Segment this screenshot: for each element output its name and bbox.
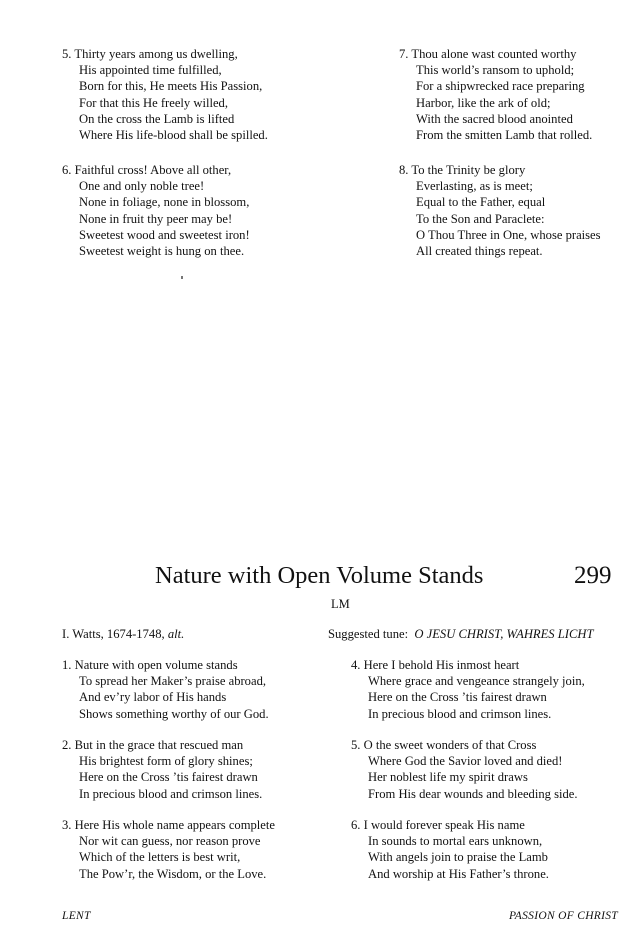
stanza-number: 6.: [351, 818, 361, 832]
stanza-line: From His dear wounds and bleeding side.: [368, 786, 578, 801]
prev-stanza-8: [399, 162, 601, 259]
stanza-line: Where God the Savior loved and died!: [368, 754, 563, 769]
prev-stanza-6: [62, 162, 250, 259]
stanza-line: With angels join to praise the Lamb: [368, 850, 548, 865]
prev-stanza-5: [62, 46, 268, 143]
author-name: I. Watts, 1674-1748,: [62, 627, 165, 641]
stanza-line: O the sweet wonders of that Cross: [363, 738, 537, 752]
stanza-line: Here on the Cross ’tis fairest drawn: [368, 690, 547, 705]
stanza-line: Faithful cross! Above all other,: [74, 163, 232, 177]
stanza-line: Which of the letters is best writ,: [79, 850, 241, 865]
stanza-line: Everlasting, as is meet;: [416, 179, 533, 194]
stanza-line: With the sacred blood anointed: [416, 111, 573, 126]
suggested-tune: [328, 626, 593, 642]
stanza-line: Her noblest life my spirit draws: [368, 770, 528, 785]
stanza-line: For that this He freely willed,: [79, 95, 228, 110]
stanza-line: Where grace and vengeance strangely join,: [368, 674, 585, 689]
author-credit: [62, 626, 184, 642]
stanza-line: In precious blood and crimson lines.: [368, 706, 552, 721]
stanza-line: His appointed time fulfilled,: [79, 63, 222, 78]
stanza-number: 7.: [399, 47, 409, 61]
stanza-line: Shows something worthy of our God.: [79, 706, 269, 721]
stanza-line: Here on the Cross ’tis fairest drawn: [79, 770, 258, 785]
stanza-line: His brightest form of glory shines;: [79, 754, 253, 769]
stanza-line: Sweetest wood and sweetest iron!: [79, 227, 250, 242]
stanza-line: Nature with open volume stands: [74, 658, 238, 672]
stanza-line: In sounds to mortal ears unknown,: [368, 834, 543, 849]
stanza-number: 3.: [62, 818, 72, 832]
stanza-line: Harbor, like the ark of old;: [416, 95, 551, 110]
stanza-line: Equal to the Father, equal: [416, 195, 546, 210]
tune-label: Suggested tune:: [328, 627, 409, 641]
stanza-line: One and only noble tree!: [79, 179, 205, 194]
author-note: alt.: [167, 627, 185, 641]
tune-name: O JESU CHRIST, WAHRES LICHT: [414, 627, 594, 641]
hymn-stanza-3: [62, 817, 275, 882]
stanza-line: O Thou Three in One, whose praises: [416, 227, 601, 242]
hymn-number: 299: [574, 562, 612, 589]
stanza-number: 4.: [351, 658, 361, 672]
stanza-line: And worship at His Father’s throne.: [368, 866, 549, 881]
hymn-stanza-1: [62, 657, 269, 722]
stanza-line: Sweetest weight is hung on thee.: [79, 244, 245, 259]
hymn-stanza-6: [351, 817, 549, 882]
stanza-line: But in the grace that rescued man: [74, 738, 244, 752]
footer-season: LENT: [62, 910, 91, 922]
stanza-line: Thou alone wast counted worthy: [411, 47, 577, 61]
stanza-line: Born for this, He meets His Passion,: [79, 79, 263, 94]
stanza-number: 5.: [62, 47, 72, 61]
stanza-number: 1.: [62, 658, 72, 672]
stanza-line: In precious blood and crimson lines.: [79, 786, 263, 801]
hymn-meter: LM: [331, 597, 350, 611]
stanza-line: Here His whole name appears complete: [74, 818, 275, 832]
stanza-line: Here I behold His inmost heart: [363, 658, 520, 672]
stanza-number: 6.: [62, 163, 72, 177]
stanza-line: All created things repeat.: [416, 244, 543, 259]
stanza-line: I would forever speak His name: [363, 818, 525, 832]
stanza-line: The Pow’r, the Wisdom, or the Love.: [79, 866, 267, 881]
footer-section: PASSION OF CHRIST: [508, 910, 618, 922]
prev-stanza-7: [399, 46, 592, 143]
hymn-stanza-4: [351, 657, 585, 722]
stanza-line: And ev’ry labor of His hands: [79, 690, 227, 705]
stanza-line: To spread her Maker’s praise abroad,: [79, 674, 267, 689]
stanza-line: To the Trinity be glory: [411, 163, 526, 177]
stanza-line: Thirty years among us dwelling,: [74, 47, 238, 61]
hymn-title: Nature with Open Volume Stands: [155, 562, 484, 589]
stanza-line: To the Son and Paraclete:: [416, 211, 545, 226]
stanza-line: From the smitten Lamb that rolled.: [416, 128, 593, 143]
stanza-line: Nor wit can guess, nor reason prove: [79, 834, 261, 849]
hymn-stanza-5: [351, 737, 578, 802]
stanza-line: For a shipwrecked race preparing: [416, 79, 585, 94]
stanza-line: On the cross the Lamb is lifted: [79, 111, 235, 126]
hymn-stanza-2: [62, 737, 262, 802]
stanza-number: 5.: [351, 738, 361, 752]
stanza-line: None in foliage, none in blossom,: [79, 195, 250, 210]
stanza-number: 8.: [399, 163, 409, 177]
print-speck: [181, 276, 183, 279]
stanza-line: This world’s ransom to uphold;: [416, 63, 575, 78]
stanza-line: None in fruit thy peer may be!: [79, 211, 233, 226]
stanza-line: Where His life-blood shall be spilled.: [79, 128, 268, 143]
stanza-number: 2.: [62, 738, 72, 752]
